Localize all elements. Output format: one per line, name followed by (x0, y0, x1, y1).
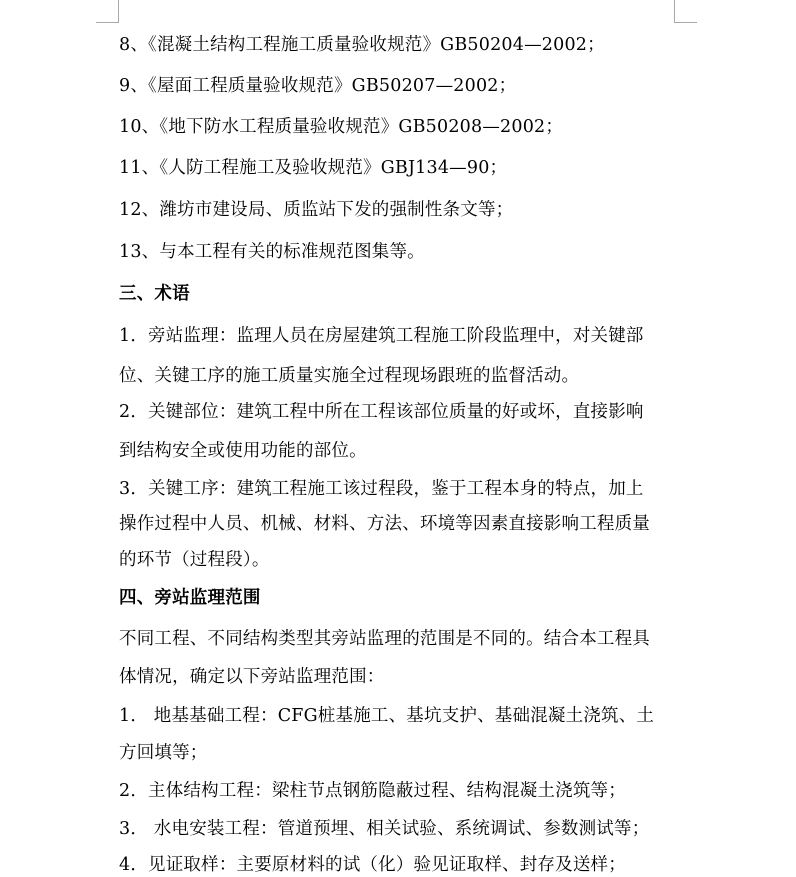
scope-line: 方回填等； (119, 743, 208, 763)
term-line: 位、关键工序的施工质量实施全过程现场跟班的监督活动。 (119, 366, 580, 386)
scope-line: 体情况，确定以下旁站监理范围： (119, 667, 385, 687)
term-line: 操作过程中人员、机械、材料、方法、环境等因素直接影响工程质量 (119, 514, 650, 534)
term-line: 3．关键工序：建筑工程施工该过程段，鉴于工程本身的特点，加上 (119, 479, 644, 499)
term-line: 2．关键部位：建筑工程中所在工程该部位质量的好或坏，直接影响 (119, 402, 644, 422)
section-heading-scope: 四、旁站监理范围 (119, 588, 261, 608)
term-line: 1．旁站监理：监理人员在房屋建筑工程施工阶段监理中，对关键部 (119, 326, 644, 346)
term-line: 的环节（过程段）。 (119, 550, 270, 570)
scope-line: 3． 水电安装工程：管道预埋、相关试验、系统调试、参数测试等； (119, 819, 650, 839)
scope-line: 4．见证取样：主要原材料的试（化）验见证取样、封存及送样； (119, 855, 626, 875)
reference-item-13: 13、与本工程有关的标准规范图集等。 (119, 242, 425, 262)
crop-mark-top-right (674, 0, 697, 23)
crop-mark-top-left (96, 0, 119, 23)
term-line: 到结构安全或使用功能的部位。 (119, 441, 367, 461)
reference-item-9: 9、《屋面工程质量验收规范》GB50207—2002； (119, 76, 517, 96)
section-heading-terms: 三、术语 (119, 284, 190, 304)
reference-item-12: 12、潍坊市建设局、质监站下发的强制性条文等； (119, 200, 514, 220)
scope-line: 1． 地基基础工程：CFG桩基施工、基坑支护、基础混凝土浇筑、土 (119, 706, 655, 726)
scope-line: 不同工程、不同结构类型其旁站监理的范围是不同的。结合本工程具 (119, 629, 650, 649)
reference-item-11: 11、《人防工程施工及验收规范》GBJ134—90； (119, 158, 508, 178)
reference-item-10: 10、《地下防水工程质量验收规范》GB50208—2002； (119, 117, 564, 137)
reference-item-8: 8、《混凝土结构工程施工质量验收规范》GB50204—2002； (119, 35, 605, 55)
scope-line: 2．主体结构工程：梁柱节点钢筋隐蔽过程、结构混凝土浇筑等； (119, 781, 626, 801)
